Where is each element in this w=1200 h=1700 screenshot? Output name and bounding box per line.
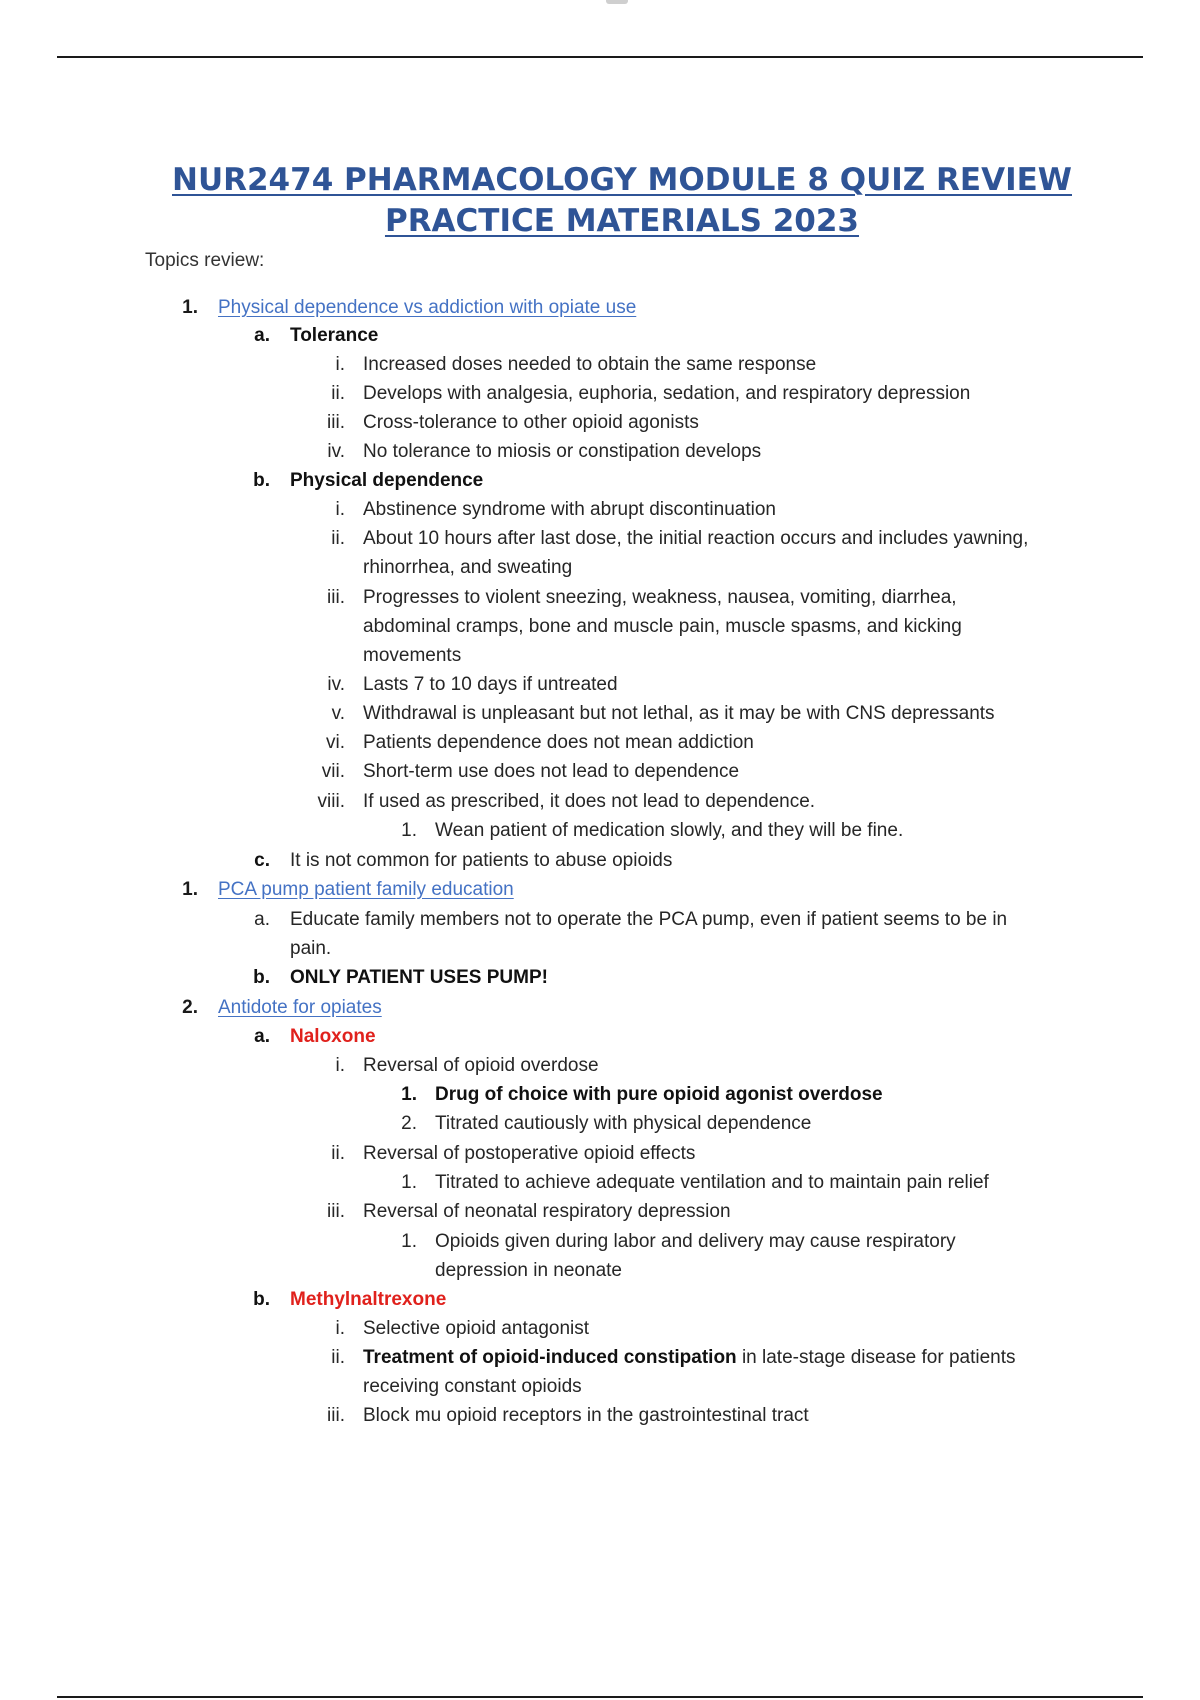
header-rule	[57, 56, 1143, 58]
pca-pump-link[interactable]: PCA pump patient family education	[218, 879, 514, 900]
title-line-1: NUR2474 PHARMACOLOGY MODULE 8 QUIZ REVIEW	[172, 162, 1072, 198]
intro-text: Topics review:	[145, 250, 265, 271]
title-line-2: PRACTICE MATERIALS 2023	[384, 203, 860, 239]
antidote-link[interactable]: Antidote for opiates	[218, 997, 382, 1018]
physical-dependence-link[interactable]: Physical dependence vs addiction with opiate use	[218, 297, 637, 318]
footer-rule	[57, 1696, 1143, 1698]
document-title	[100, 160, 1144, 242]
page-tab-indicator	[606, 0, 628, 4]
